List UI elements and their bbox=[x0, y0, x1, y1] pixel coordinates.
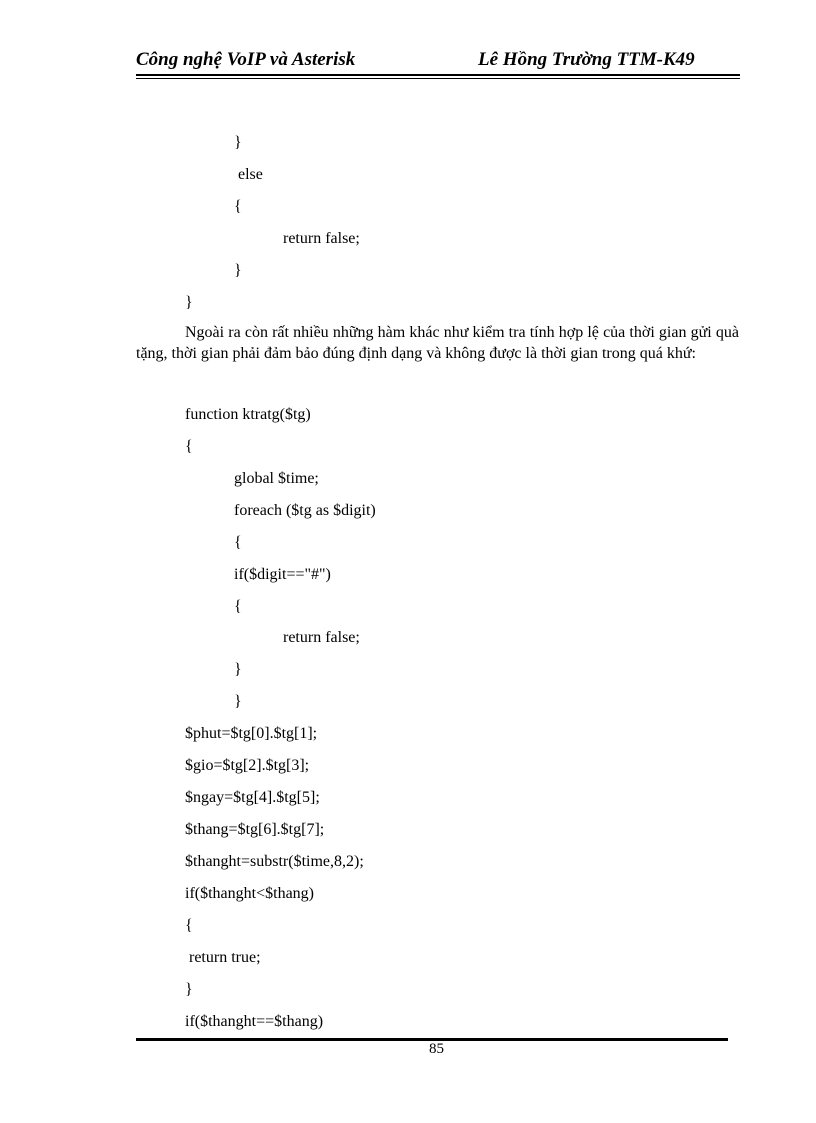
code-line: if($thanght==$thang) bbox=[185, 1013, 324, 1030]
code-line: } bbox=[234, 693, 242, 710]
code-line: function ktratg($tg) bbox=[185, 406, 311, 423]
code-line: foreach ($tg as $digit) bbox=[234, 502, 376, 519]
code-line: { bbox=[234, 598, 242, 615]
code-line: } bbox=[234, 661, 242, 678]
code-line: else bbox=[238, 166, 263, 183]
code-line: } bbox=[234, 134, 242, 151]
code-line: if($thanght<$thang) bbox=[185, 885, 314, 902]
code-line: if($digit=="#") bbox=[234, 566, 331, 583]
code-line: } bbox=[185, 981, 193, 998]
code-line: return false; bbox=[283, 230, 360, 247]
code-line: { bbox=[185, 917, 193, 934]
code-line: $gio=$tg[2].$tg[3]; bbox=[185, 757, 310, 774]
code-line: global $time; bbox=[234, 470, 319, 487]
code-line: $thanght=substr($time,8,2); bbox=[185, 853, 364, 870]
header-rule-thick bbox=[136, 74, 740, 76]
body-paragraph: Ngoài ra còn rất nhiều những hàm khác như kiểm tra tính hợp lệ của thời gian gửi quà tặng, thời gian phải đảm bảo đúng định dạng và không được là thời gian trong quá khứ: bbox=[136, 324, 739, 362]
code-line: } bbox=[234, 262, 242, 279]
code-line: { bbox=[234, 198, 242, 215]
header-title: Công nghệ VoIP và Asterisk bbox=[136, 49, 356, 70]
code-line: $phut=$tg[0].$tg[1]; bbox=[185, 725, 318, 742]
code-line: { bbox=[234, 534, 242, 551]
header-rule-thin bbox=[136, 78, 740, 79]
code-line: return false; bbox=[283, 629, 360, 646]
header-author: Lê Hồng Trường TTM-K49 bbox=[478, 49, 695, 70]
code-line: $ngay=$tg[4].$tg[5]; bbox=[185, 789, 320, 806]
code-line: { bbox=[185, 438, 193, 455]
code-line: } bbox=[185, 294, 193, 311]
code-line: $thang=$tg[6].$tg[7]; bbox=[185, 821, 325, 838]
page-number: 85 bbox=[429, 1041, 444, 1057]
code-line: return true; bbox=[189, 949, 261, 966]
